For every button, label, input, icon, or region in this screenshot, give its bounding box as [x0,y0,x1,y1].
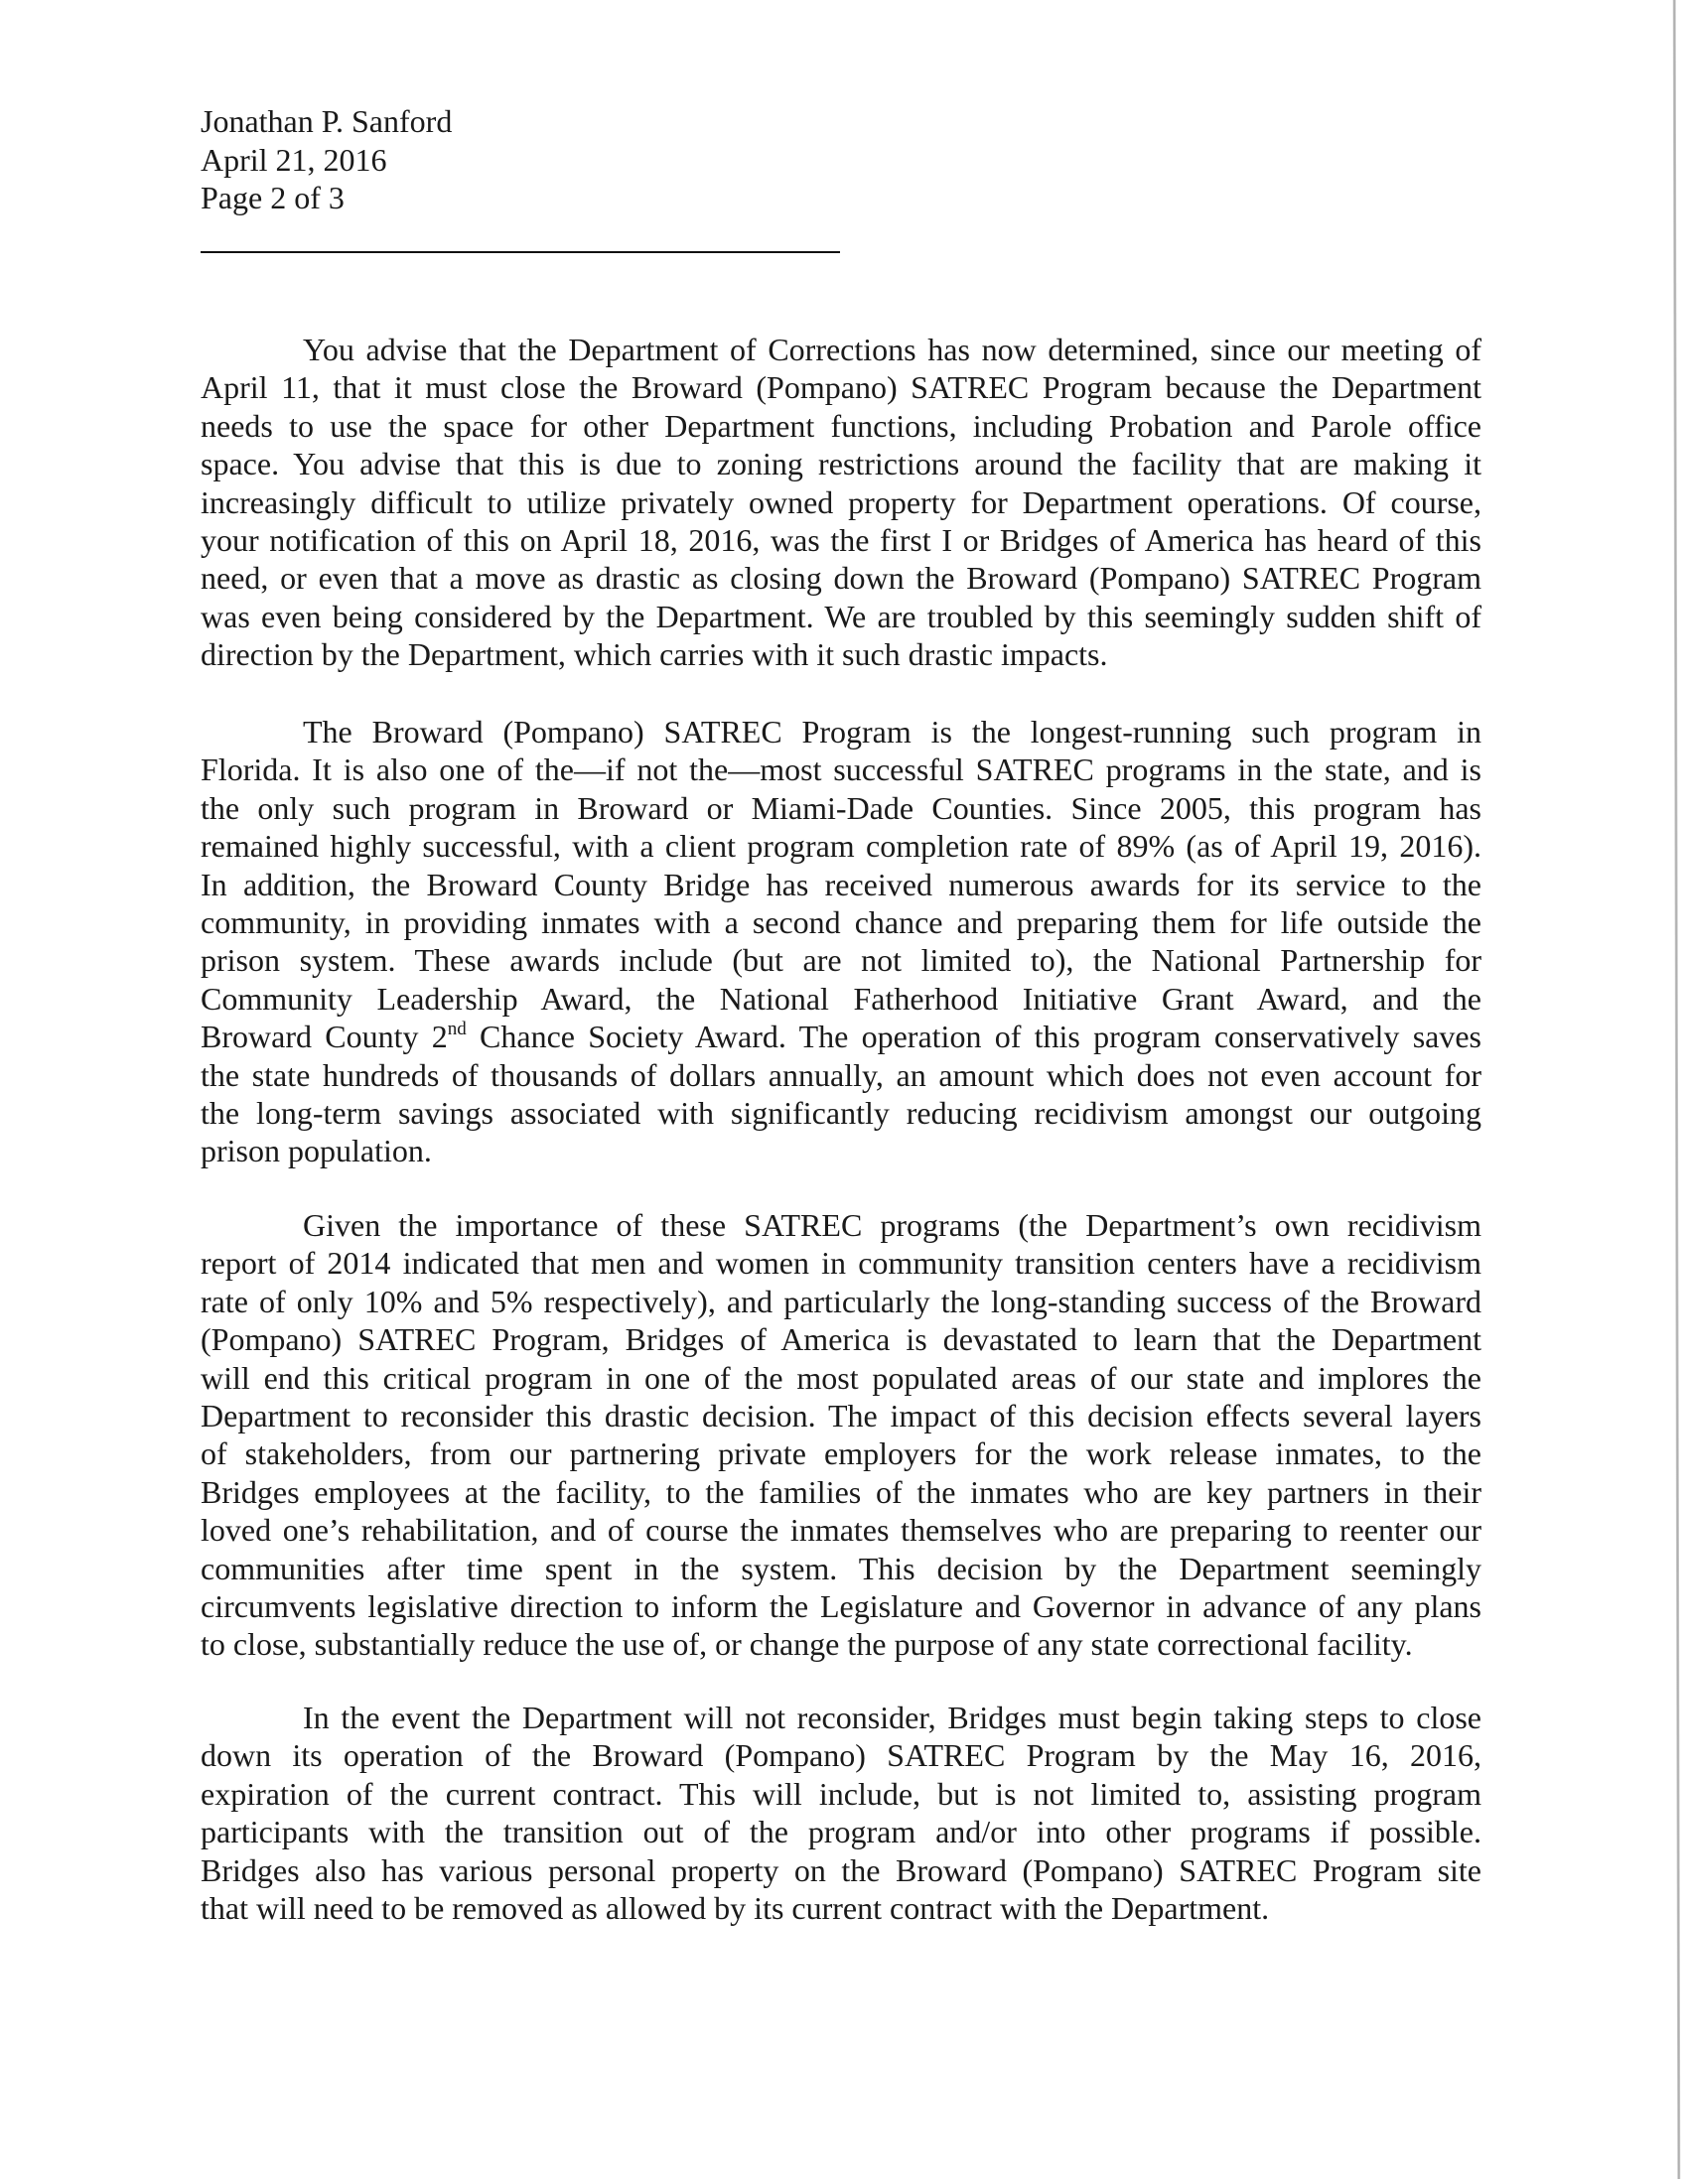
paragraph-3 [201,1206,1481,1664]
paragraph-4 [201,1699,1481,1927]
paragraph-line: direction by the Department, which carries with it such drastic impacts. [201,636,1108,673]
paragraph-line: that will need to be removed as allowed by its current contract with the Department. [201,1889,1270,1926]
paragraph-line: the only such program in Broward or Miami-Dade Counties. Since 2005, this program has [201,789,1481,826]
paragraph-line: increasingly difficult to utilize privately owned property for Department operations. Of course, [201,483,1481,520]
paragraph-line: Florida. It is also one of the—if not the—most successful SATREC programs in the state, and is [201,751,1481,788]
paragraph-line: space. You advise that this is due to zoning restrictions around the facility that are making it [201,446,1481,482]
paragraph-line: prison system. These awards include (but are not limited to), the National Partnership for [201,942,1481,979]
paragraph-line: Department to reconsider this drastic decision. The impact of this decision effects several layers [201,1397,1481,1433]
paragraph-line: needs to use the space for other Department functions, including Probation and Parole office [201,407,1481,444]
paragraph-line: April 11, that it must close the Broward (Pompano) SATREC Program because the Department [201,369,1481,406]
paragraph-line: the state hundreds of thousands of dollars annually, an amount which does not even account for [201,1056,1481,1093]
paragraph-line: Bridges employees at the facility, to the families of the inmates who are key partners in their [201,1473,1481,1510]
recipient-name: Jonathan P. Sanford [201,103,453,139]
page-number: Page 2 of 3 [201,180,345,215]
paragraph-line: In the event the Department will not reconsider, Bridges must begin taking steps to close [303,1700,1481,1735]
paragraph-line: to close, substantially reduce the use of, or change the purpose of any state correctional facility. [201,1626,1413,1663]
paragraph-line: your notification of this on April 18, 2016, was the first I or Bridges of America has heard of this [201,521,1481,558]
header-divider [201,251,840,253]
paragraph-line: participants with the transition out of the program and/or into other programs if possible. [201,1814,1481,1850]
paragraph-line: prison population. [201,1133,432,1169]
paragraph-line: communities after time spent in the system. This decision by the Department seemingly [201,1550,1481,1586]
paragraph-line: community, in providing inmates with a second chance and preparing them for life outside the [201,903,1481,940]
paragraph-line: loved one’s rehabilitation, and of course the inmates themselves who are preparing to reenter our [201,1512,1481,1549]
paragraph-line: report of 2014 indicated that men and women in community transition centers have a recidivism [201,1245,1481,1282]
paragraph-line: You advise that the Department of Corrections has now determined, since our meeting of [303,332,1481,367]
paragraph-line: Broward County 2nd Chance Society Award. The operation of this program conservatively saves [201,1019,1482,1055]
ordinal-superscript: nd [447,1019,467,1040]
paragraph-line: need, or even that a move as drastic as closing down the Broward (Pompano) SATREC Program [201,560,1481,597]
paragraph-line: Bridges also has various personal property on the Broward (Pompano) SATREC Program site [201,1851,1481,1888]
paragraph-line: down its operation of the Broward (Pompano) SATREC Program by the May 16, 2016, [201,1737,1481,1774]
paragraph-2 [201,713,1481,1170]
paragraph-1 [201,331,1481,674]
paragraph-line: (Pompano) SATREC Program, Bridges of America is devastated to learn that the Department [201,1321,1481,1358]
paragraph-line: Given the importance of these SATREC programs (the Department’s own recidivism [303,1207,1481,1243]
paragraph-line: was even being considered by the Department. We are troubled by this seemingly sudden shift of [201,598,1481,634]
letter-header [201,102,452,217]
letter-date: April 21, 2016 [201,141,387,178]
paragraph-line: will end this critical program in one of the most populated areas of our state and implores the [201,1359,1481,1396]
paragraph-line: rate of only 10% and 5% respectively), and particularly the long-standing success of the Broward [201,1283,1481,1319]
scan-edge-line [1673,0,1681,2179]
paragraph-line: remained highly successful, with a client program completion rate of 89% (as of April 19, 2016). [201,828,1481,865]
paragraph-line: the long-term savings associated with significantly reducing recidivism amongst our outgoing [201,1094,1481,1131]
paragraph-line: of stakeholders, from our partnering private employers for the work release inmates, to the [201,1435,1481,1472]
paragraph-line: In addition, the Broward County Bridge has received numerous awards for its service to the [201,866,1481,902]
paragraph-line: circumvents legislative direction to inform the Legislature and Governor in advance of any plans [201,1587,1481,1624]
paragraph-line: The Broward (Pompano) SATREC Program is the longest-running such program in [303,714,1481,750]
paragraph-line: expiration of the current contract. This will include, but is not limited to, assisting program [201,1775,1481,1812]
paragraph-line: Community Leadership Award, the National Fatherhood Initiative Grant Award, and the [201,980,1481,1017]
